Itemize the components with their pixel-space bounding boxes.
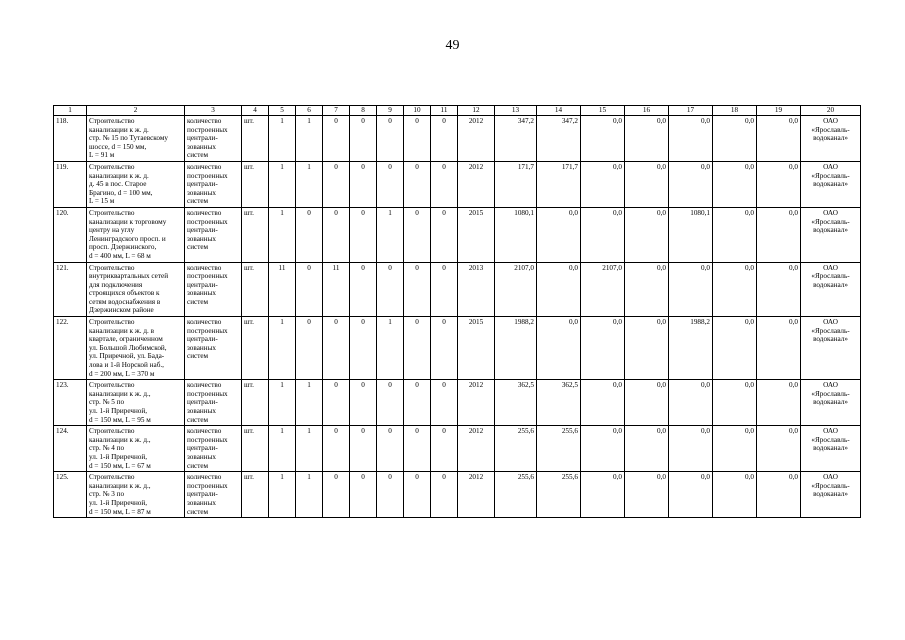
- cell-c16: 0,0: [625, 472, 669, 518]
- cell-c5: 1: [269, 116, 296, 162]
- cell-c18: 0,0: [713, 161, 757, 207]
- cell-c7: 0: [323, 161, 350, 207]
- cell-total: 362,5: [495, 380, 537, 426]
- cell-c8: 0: [350, 116, 377, 162]
- column-header-19: 19: [757, 106, 801, 116]
- cell-c14: 347,2: [537, 116, 581, 162]
- table-row: [54, 380, 861, 426]
- column-header-11: 11: [431, 106, 458, 116]
- cell-c11: 0: [431, 262, 458, 317]
- cell-c10: 0: [404, 317, 431, 380]
- cell-c16: 0,0: [625, 207, 669, 262]
- column-header-18: 18: [713, 106, 757, 116]
- cell-org: ОАО «Ярославль- водоканал»: [801, 207, 861, 262]
- cell-indicator: количество построенных централи- зованных систем: [185, 426, 242, 472]
- cell-c10: 0: [404, 472, 431, 518]
- column-header-12: 12: [458, 106, 495, 116]
- cell-year: 2012: [458, 161, 495, 207]
- cell-c8: 0: [350, 317, 377, 380]
- cell-c18: 0,0: [713, 472, 757, 518]
- cell-c5: 11: [269, 262, 296, 317]
- cell-desc: Строительство канализации к ж. д. стр. № 15 по Тутаевскому шоссе, d = 150 мм, L = 91 м: [87, 116, 185, 162]
- column-header-16: 16: [625, 106, 669, 116]
- column-header-5: 5: [269, 106, 296, 116]
- cell-c19: 0,0: [757, 317, 801, 380]
- table-row: [54, 161, 861, 207]
- cell-c6: 1: [296, 426, 323, 472]
- cell-desc: Строительство канализации к ж. д. д. 45 в пос. Старое Брагино, d = 100 мм, L = 15 м: [87, 161, 185, 207]
- cell-c14: 0,0: [537, 262, 581, 317]
- cell-c15: 0,0: [581, 380, 625, 426]
- cell-org: ОАО «Ярославль- водоканал»: [801, 472, 861, 518]
- cell-c9: 0: [377, 262, 404, 317]
- cell-unit: шт.: [242, 116, 269, 162]
- cell-c5: 1: [269, 207, 296, 262]
- cell-num: 120.: [54, 207, 87, 262]
- column-header-3: 3: [185, 106, 242, 116]
- column-header-9: 9: [377, 106, 404, 116]
- column-header-20: 20: [801, 106, 861, 116]
- cell-c7: 0: [323, 380, 350, 426]
- cell-c8: 0: [350, 472, 377, 518]
- cell-c7: 0: [323, 207, 350, 262]
- table-row: [54, 317, 861, 380]
- cell-year: 2015: [458, 317, 495, 380]
- cell-year: 2012: [458, 472, 495, 518]
- cell-c15: 0,0: [581, 116, 625, 162]
- cell-indicator: количество построенных централи- зованных систем: [185, 207, 242, 262]
- cell-c10: 0: [404, 426, 431, 472]
- cell-c8: 0: [350, 426, 377, 472]
- cell-c10: 0: [404, 207, 431, 262]
- cell-c18: 0,0: [713, 262, 757, 317]
- cell-num: 119.: [54, 161, 87, 207]
- cell-year: 2012: [458, 426, 495, 472]
- cell-num: 118.: [54, 116, 87, 162]
- cell-c9: 0: [377, 472, 404, 518]
- cell-c14: 255,6: [537, 426, 581, 472]
- cell-indicator: количество построенных централи- зованных систем: [185, 262, 242, 317]
- cell-c6: 0: [296, 207, 323, 262]
- cell-c19: 0,0: [757, 380, 801, 426]
- cell-c10: 0: [404, 116, 431, 162]
- cell-c18: 0,0: [713, 317, 757, 380]
- cell-c15: 0,0: [581, 161, 625, 207]
- cell-total: 2107,0: [495, 262, 537, 317]
- cell-desc: Строительство канализации к ж. д., стр. № 4 по ул. 1-й Приречной, d = 150 мм, L = 67 м: [87, 426, 185, 472]
- cell-c5: 1: [269, 317, 296, 380]
- cell-c11: 0: [431, 426, 458, 472]
- cell-unit: шт.: [242, 207, 269, 262]
- cell-year: 2012: [458, 116, 495, 162]
- cell-c9: 1: [377, 207, 404, 262]
- cell-c16: 0,0: [625, 161, 669, 207]
- cell-unit: шт.: [242, 380, 269, 426]
- cell-c9: 0: [377, 426, 404, 472]
- cell-c17: 0,0: [669, 472, 713, 518]
- cell-c18: 0,0: [713, 380, 757, 426]
- cell-c18: 0,0: [713, 207, 757, 262]
- column-header-14: 14: [537, 106, 581, 116]
- cell-c10: 0: [404, 380, 431, 426]
- cell-c8: 0: [350, 207, 377, 262]
- table-row: [54, 207, 861, 262]
- column-number-row: [54, 106, 861, 116]
- cell-org: ОАО «Ярославль- водоканал»: [801, 161, 861, 207]
- cell-c14: 255,6: [537, 472, 581, 518]
- cell-indicator: количество построенных централи- зованных систем: [185, 317, 242, 380]
- column-header-17: 17: [669, 106, 713, 116]
- cell-desc: Строительство канализации к ж. д. в квартале, ограниченном ул. Большой Любимской, ул. Приречной, ул. Бада- лова и 1-й Норской наб., d = 200 мм, L = 370 м: [87, 317, 185, 380]
- cell-c8: 0: [350, 262, 377, 317]
- cell-unit: шт.: [242, 161, 269, 207]
- cell-c19: 0,0: [757, 207, 801, 262]
- cell-c6: 0: [296, 262, 323, 317]
- cell-total: 1080,1: [495, 207, 537, 262]
- page-number: 49: [445, 38, 460, 53]
- cell-c18: 0,0: [713, 426, 757, 472]
- cell-c11: 0: [431, 161, 458, 207]
- cell-c17: 1988,2: [669, 317, 713, 380]
- cell-c10: 0: [404, 262, 431, 317]
- cell-c17: 0,0: [669, 116, 713, 162]
- cell-num: 124.: [54, 426, 87, 472]
- cell-c7: 0: [323, 426, 350, 472]
- cell-c14: 0,0: [537, 207, 581, 262]
- cell-total: 347,2: [495, 116, 537, 162]
- cell-c14: 362,5: [537, 380, 581, 426]
- cell-c15: 0,0: [581, 317, 625, 380]
- program-table: [53, 105, 861, 518]
- cell-c19: 0,0: [757, 161, 801, 207]
- column-header-2: 2: [87, 106, 185, 116]
- column-header-13: 13: [495, 106, 537, 116]
- cell-org: ОАО «Ярославль- водоканал»: [801, 426, 861, 472]
- table-row: [54, 472, 861, 518]
- cell-c19: 0,0: [757, 426, 801, 472]
- table-row: [54, 116, 861, 162]
- cell-c17: 0,0: [669, 161, 713, 207]
- cell-desc: Строительство канализации к торговому центру на углу Ленинградского просп. и просп. Дзержинского, d = 400 мм, L = 68 м: [87, 207, 185, 262]
- table-row: [54, 426, 861, 472]
- cell-c6: 0: [296, 317, 323, 380]
- cell-year: 2012: [458, 380, 495, 426]
- column-header-7: 7: [323, 106, 350, 116]
- cell-year: 2015: [458, 207, 495, 262]
- cell-c6: 1: [296, 161, 323, 207]
- cell-c9: 0: [377, 161, 404, 207]
- cell-desc: Строительство внутриквартальных сетей для подключения строящихся объектов к сетям водоснабжения в Дзержинском районе: [87, 262, 185, 317]
- cell-c14: 171,7: [537, 161, 581, 207]
- cell-org: ОАО «Ярославль- водоканал»: [801, 262, 861, 317]
- cell-num: 123.: [54, 380, 87, 426]
- cell-num: 125.: [54, 472, 87, 518]
- cell-c17: 1080,1: [669, 207, 713, 262]
- cell-c7: 11: [323, 262, 350, 317]
- cell-desc: Строительство канализации к ж. д., стр. № 3 по ул. 1-й Приречной, d = 150 мм, L = 87 м: [87, 472, 185, 518]
- cell-unit: шт.: [242, 426, 269, 472]
- cell-num: 122.: [54, 317, 87, 380]
- cell-c17: 0,0: [669, 380, 713, 426]
- cell-total: 255,6: [495, 472, 537, 518]
- cell-total: 1988,2: [495, 317, 537, 380]
- cell-c16: 0,0: [625, 116, 669, 162]
- cell-c14: 0,0: [537, 317, 581, 380]
- cell-c10: 0: [404, 161, 431, 207]
- cell-c5: 1: [269, 426, 296, 472]
- cell-total: 255,6: [495, 426, 537, 472]
- cell-c7: 0: [323, 472, 350, 518]
- cell-c11: 0: [431, 207, 458, 262]
- cell-indicator: количество построенных централи- зованных систем: [185, 472, 242, 518]
- column-header-8: 8: [350, 106, 377, 116]
- column-header-6: 6: [296, 106, 323, 116]
- cell-indicator: количество построенных централи- зованных систем: [185, 116, 242, 162]
- cell-c7: 0: [323, 116, 350, 162]
- cell-c15: 0,0: [581, 472, 625, 518]
- cell-unit: шт.: [242, 317, 269, 380]
- cell-c11: 0: [431, 380, 458, 426]
- cell-c5: 1: [269, 380, 296, 426]
- cell-c18: 0,0: [713, 116, 757, 162]
- cell-c16: 0,0: [625, 380, 669, 426]
- column-header-1: 1: [54, 106, 87, 116]
- column-header-4: 4: [242, 106, 269, 116]
- cell-c6: 1: [296, 472, 323, 518]
- table-body: [54, 116, 861, 518]
- cell-c15: 0,0: [581, 426, 625, 472]
- column-header-15: 15: [581, 106, 625, 116]
- cell-c7: 0: [323, 317, 350, 380]
- cell-c17: 0,0: [669, 262, 713, 317]
- cell-c16: 0,0: [625, 426, 669, 472]
- cell-indicator: количество построенных централи- зованных систем: [185, 161, 242, 207]
- cell-org: ОАО «Ярославль- водоканал»: [801, 116, 861, 162]
- cell-c9: 0: [377, 116, 404, 162]
- cell-c11: 0: [431, 116, 458, 162]
- cell-org: ОАО «Ярославль- водоканал»: [801, 317, 861, 380]
- cell-desc: Строительство канализации к ж. д., стр. № 5 по ул. 1-й Приречной, d = 150 мм, L = 95 м: [87, 380, 185, 426]
- cell-c19: 0,0: [757, 262, 801, 317]
- column-header-10: 10: [404, 106, 431, 116]
- cell-c8: 0: [350, 161, 377, 207]
- cell-c15: 2107,0: [581, 262, 625, 317]
- cell-year: 2013: [458, 262, 495, 317]
- cell-c15: 0,0: [581, 207, 625, 262]
- cell-indicator: количество построенных централи- зованных систем: [185, 380, 242, 426]
- cell-c8: 0: [350, 380, 377, 426]
- cell-c19: 0,0: [757, 116, 801, 162]
- cell-org: ОАО «Ярославль- водоканал»: [801, 380, 861, 426]
- cell-c17: 0,0: [669, 426, 713, 472]
- cell-c16: 0,0: [625, 317, 669, 380]
- cell-c9: 0: [377, 380, 404, 426]
- cell-c11: 0: [431, 472, 458, 518]
- cell-c5: 1: [269, 161, 296, 207]
- cell-c6: 1: [296, 380, 323, 426]
- cell-c16: 0,0: [625, 262, 669, 317]
- cell-c19: 0,0: [757, 472, 801, 518]
- cell-unit: шт.: [242, 262, 269, 317]
- cell-c6: 1: [296, 116, 323, 162]
- cell-unit: шт.: [242, 472, 269, 518]
- cell-c9: 1: [377, 317, 404, 380]
- cell-c5: 1: [269, 472, 296, 518]
- cell-num: 121.: [54, 262, 87, 317]
- table-row: [54, 262, 861, 317]
- cell-total: 171,7: [495, 161, 537, 207]
- cell-c11: 0: [431, 317, 458, 380]
